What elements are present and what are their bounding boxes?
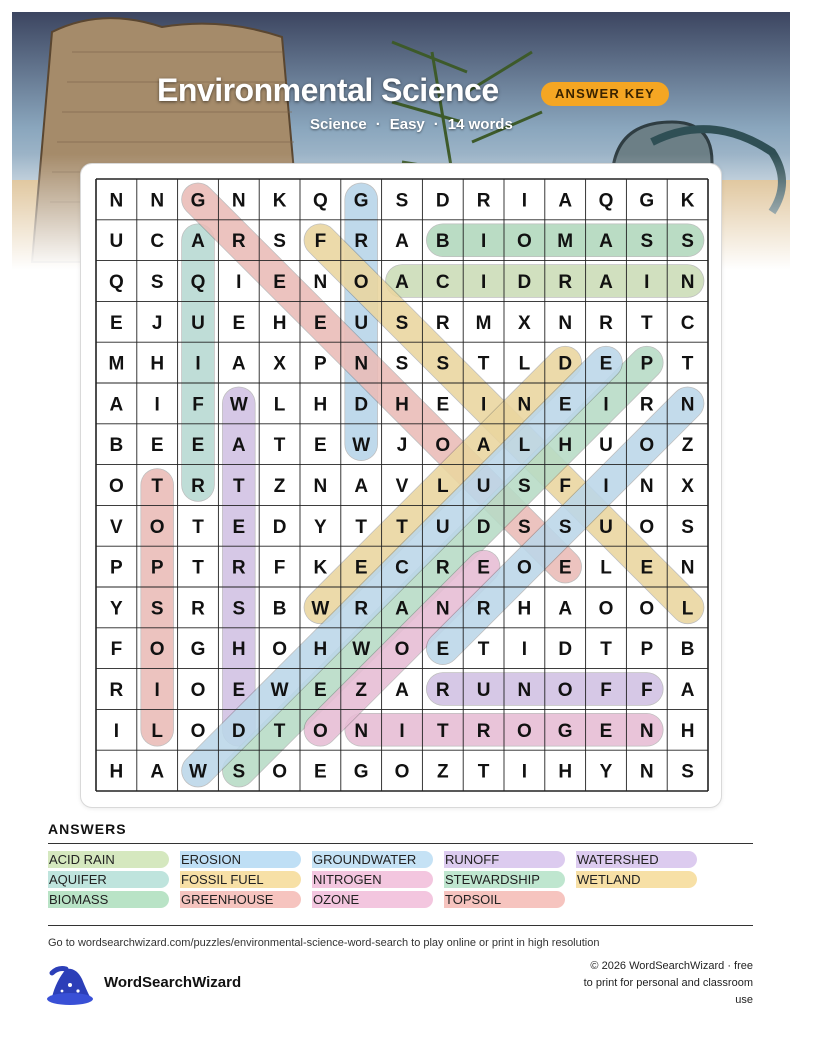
- grid-letter[interactable]: R: [191, 598, 205, 620]
- grid-letter[interactable]: A: [395, 231, 409, 253]
- grid-letter[interactable]: S: [395, 190, 409, 212]
- grid-letter[interactable]: W: [189, 761, 207, 783]
- grid-letter[interactable]: Y: [599, 761, 613, 783]
- grid-letter[interactable]: E: [314, 312, 327, 334]
- grid-letter[interactable]: G: [190, 639, 206, 661]
- answer-item: FOSSIL FUEL: [180, 871, 301, 888]
- grid-letter[interactable]: G: [353, 761, 369, 783]
- grid-letter[interactable]: O: [557, 680, 573, 701]
- grid-letter[interactable]: I: [480, 231, 487, 253]
- grid-letter[interactable]: W: [270, 680, 289, 701]
- grid-letter[interactable]: H: [313, 394, 328, 416]
- grid-letter[interactable]: E: [273, 272, 286, 293]
- grid-letter[interactable]: N: [313, 272, 328, 293]
- grid-letter[interactable]: A: [150, 761, 165, 783]
- grid-letter[interactable]: R: [435, 680, 450, 701]
- grid-letter[interactable]: L: [436, 476, 449, 497]
- grid-letter[interactable]: A: [680, 680, 695, 701]
- answer-item: OZONE: [312, 891, 433, 908]
- grid-letter[interactable]: O: [517, 557, 532, 579]
- grid-letter[interactable]: E: [232, 312, 246, 334]
- grid-letter[interactable]: S: [640, 231, 654, 253]
- grid-letter[interactable]: W: [352, 435, 371, 457]
- grid-letter[interactable]: I: [236, 272, 242, 293]
- grid-letter[interactable]: U: [476, 476, 491, 497]
- grid-letter[interactable]: T: [232, 476, 245, 497]
- grid-letter[interactable]: I: [521, 639, 528, 661]
- grid-letter[interactable]: A: [476, 435, 491, 457]
- puzzle-card: [80, 163, 722, 808]
- grid-letter[interactable]: N: [680, 272, 695, 293]
- grid-letter[interactable]: S: [150, 272, 164, 293]
- copyright-text: © 2026 WordSearchWizard · free to print for personal and classroom use: [583, 960, 753, 1006]
- grid-letter[interactable]: O: [639, 598, 655, 620]
- grid-letter[interactable]: K: [272, 190, 287, 212]
- grid-letter[interactable]: H: [272, 312, 287, 334]
- grid-letter[interactable]: E: [477, 557, 490, 579]
- answer-item: BIOMASS: [48, 891, 169, 908]
- grid-letter[interactable]: P: [640, 353, 654, 375]
- grid-letter[interactable]: A: [395, 598, 409, 620]
- grid-letter[interactable]: I: [603, 476, 609, 497]
- footer-url[interactable]: Go to wordsearchwizard.com/puzzles/environmental-science-word-search to play online or print in high resolution: [48, 937, 600, 949]
- grid-letter[interactable]: U: [599, 435, 613, 457]
- grid-letter[interactable]: I: [480, 272, 487, 293]
- grid-letter[interactable]: N: [435, 598, 450, 620]
- grid-letter[interactable]: J: [396, 435, 408, 457]
- grid-letter[interactable]: Y: [110, 598, 123, 620]
- grid-letter[interactable]: B: [109, 435, 124, 457]
- grid-letter[interactable]: S: [273, 231, 286, 253]
- grid-letter[interactable]: T: [681, 353, 694, 375]
- grid-letter[interactable]: F: [110, 639, 123, 661]
- grid-letter[interactable]: C: [150, 231, 165, 253]
- grid-letter[interactable]: O: [639, 516, 655, 538]
- grid-letter[interactable]: A: [191, 231, 205, 253]
- grid-letter[interactable]: O: [109, 476, 124, 497]
- grid-letter[interactable]: A: [558, 190, 573, 212]
- grid-letter[interactable]: M: [557, 231, 574, 253]
- grid-letter[interactable]: A: [231, 353, 246, 375]
- grid-letter[interactable]: F: [600, 680, 612, 701]
- grid-letter[interactable]: W: [311, 598, 330, 620]
- grid-letter[interactable]: O: [190, 680, 206, 701]
- grid-letter[interactable]: D: [476, 516, 491, 538]
- grid-letter[interactable]: R: [476, 598, 491, 620]
- grid-letter[interactable]: Z: [436, 761, 449, 783]
- grid-letter[interactable]: E: [436, 394, 450, 416]
- grid-letter[interactable]: D: [558, 639, 573, 661]
- grid-letter[interactable]: E: [640, 557, 654, 579]
- grid-letter[interactable]: N: [354, 353, 369, 375]
- grid-letter[interactable]: R: [435, 557, 450, 579]
- grid-letter[interactable]: N: [639, 476, 654, 497]
- grid-letter[interactable]: L: [600, 557, 612, 579]
- grid-letter[interactable]: D: [272, 516, 287, 538]
- grid-letter[interactable]: S: [518, 516, 531, 538]
- separator-dot: ·: [375, 116, 381, 133]
- grid-letter[interactable]: T: [477, 761, 490, 783]
- grid-letter[interactable]: E: [314, 680, 327, 701]
- grid-letter[interactable]: R: [558, 272, 573, 293]
- grid-letter[interactable]: U: [599, 516, 613, 538]
- grid-letter[interactable]: S: [681, 516, 694, 538]
- brand-name: WordSearchWizard: [104, 974, 242, 991]
- grid-letter[interactable]: E: [558, 394, 572, 416]
- grid-letter[interactable]: K: [680, 190, 695, 212]
- grid-letter[interactable]: S: [558, 516, 572, 538]
- grid-letter[interactable]: E: [110, 312, 123, 334]
- grid-letter[interactable]: E: [354, 557, 368, 579]
- grid-letter[interactable]: G: [190, 190, 206, 212]
- grid-letter[interactable]: R: [476, 190, 491, 212]
- grid-letter[interactable]: S: [395, 353, 409, 375]
- grid-letter[interactable]: N: [313, 476, 328, 497]
- grid-letter[interactable]: O: [639, 435, 655, 457]
- wizard-hat-logo: [46, 963, 94, 1012]
- grid-letter[interactable]: G: [639, 190, 655, 212]
- grid-letter[interactable]: B: [680, 639, 695, 661]
- grid-letter[interactable]: R: [435, 312, 450, 334]
- grid-letter[interactable]: X: [518, 312, 531, 334]
- grid-letter[interactable]: T: [192, 516, 204, 538]
- grid-letter[interactable]: H: [150, 353, 165, 375]
- grid-letter[interactable]: H: [517, 598, 532, 620]
- grid-letter[interactable]: R: [599, 312, 613, 334]
- grid-letter[interactable]: J: [151, 312, 163, 334]
- grid-letter[interactable]: P: [150, 557, 164, 579]
- grid-letter[interactable]: N: [517, 394, 532, 416]
- answer-item: NITROGEN: [312, 871, 433, 888]
- grid-letter[interactable]: O: [394, 639, 410, 661]
- grid-letter[interactable]: R: [639, 394, 654, 416]
- grid-letter[interactable]: F: [192, 394, 204, 416]
- answer-item: GREENHOUSE: [180, 891, 301, 908]
- grid-letter[interactable]: R: [231, 557, 246, 579]
- grid-letter[interactable]: C: [395, 557, 409, 579]
- answer-item: RUNOFF: [444, 851, 565, 868]
- grid-letter[interactable]: K: [313, 557, 328, 579]
- grid-letter[interactable]: W: [352, 639, 371, 661]
- answer-key-badge: ANSWER KEY: [541, 82, 669, 106]
- grid-letter[interactable]: R: [191, 476, 205, 497]
- grid-letter[interactable]: T: [273, 435, 286, 457]
- grid-letter[interactable]: R: [231, 231, 246, 253]
- grid-letter[interactable]: P: [640, 639, 654, 661]
- grid-letter[interactable]: H: [313, 639, 328, 661]
- separator-dot: ·: [433, 116, 439, 133]
- grid-letter[interactable]: Z: [273, 476, 286, 497]
- answer-item: AQUIFER: [48, 871, 169, 888]
- grid-letter[interactable]: D: [231, 720, 246, 742]
- answer-item: GROUNDWATER: [312, 851, 433, 868]
- grid-letter[interactable]: E: [191, 435, 205, 457]
- grid-letter[interactable]: F: [559, 476, 572, 497]
- answer-item: EROSION: [180, 851, 301, 868]
- divider: [48, 843, 753, 844]
- grid-letter[interactable]: B: [435, 231, 450, 253]
- grid-letter[interactable]: H: [395, 394, 409, 416]
- grid-letter[interactable]: N: [150, 190, 165, 212]
- grid-letter[interactable]: Z: [681, 435, 694, 457]
- grid-letter[interactable]: H: [558, 435, 573, 457]
- grid-letter[interactable]: P: [314, 353, 327, 375]
- grid-letter[interactable]: C: [435, 272, 450, 293]
- grid-letter[interactable]: O: [272, 761, 287, 783]
- grid-letter[interactable]: S: [681, 761, 694, 783]
- grid-letter[interactable]: X: [273, 353, 286, 375]
- grid-letter[interactable]: D: [517, 272, 532, 293]
- grid-letter[interactable]: O: [313, 720, 328, 742]
- grid-letter[interactable]: T: [477, 639, 490, 661]
- grid-letter[interactable]: T: [396, 516, 408, 538]
- grid-letter[interactable]: E: [232, 680, 246, 701]
- grid-letter[interactable]: O: [394, 761, 410, 783]
- grid-letter[interactable]: N: [354, 720, 369, 742]
- grid-letter[interactable]: Q: [190, 272, 206, 293]
- grid-letter[interactable]: O: [149, 639, 165, 661]
- grid-letter[interactable]: Z: [355, 680, 368, 701]
- grid-letter[interactable]: O: [435, 435, 451, 457]
- grid-letter[interactable]: U: [435, 516, 450, 538]
- grid-letter[interactable]: S: [681, 231, 694, 253]
- grid-letter[interactable]: E: [436, 639, 450, 661]
- grid-letter[interactable]: N: [558, 312, 573, 334]
- grid-letter[interactable]: O: [190, 720, 206, 742]
- grid-letter[interactable]: S: [436, 353, 450, 375]
- grid-letter[interactable]: S: [150, 598, 164, 620]
- grid-letter[interactable]: H: [558, 761, 573, 783]
- grid-letter[interactable]: O: [149, 516, 165, 538]
- grid-letter[interactable]: N: [639, 761, 654, 783]
- grid-letter[interactable]: F: [640, 680, 653, 701]
- grid-letter[interactable]: V: [110, 516, 123, 538]
- grid-letter[interactable]: Y: [314, 516, 327, 538]
- grid-letter[interactable]: T: [151, 476, 164, 497]
- grid-letter[interactable]: I: [154, 394, 160, 416]
- grid-letters: [108, 190, 694, 782]
- grid-letter[interactable]: S: [232, 598, 246, 620]
- grid-letter[interactable]: E: [599, 353, 613, 375]
- grid-letter[interactable]: N: [109, 190, 124, 212]
- grid-letter[interactable]: T: [477, 353, 490, 375]
- grid-letter[interactable]: D: [354, 394, 369, 416]
- answer-item: TOPSOIL: [444, 891, 565, 908]
- grid-letter[interactable]: S: [232, 761, 246, 783]
- grid-letter[interactable]: G: [557, 720, 573, 742]
- grid-letter[interactable]: E: [314, 761, 327, 783]
- grid-letter[interactable]: N: [680, 394, 695, 416]
- grid-letter[interactable]: I: [154, 680, 160, 701]
- grid-letter[interactable]: S: [518, 476, 531, 497]
- grid-letter[interactable]: R: [109, 680, 124, 701]
- answer-item: ACID RAIN: [48, 851, 169, 868]
- grid-letter[interactable]: F: [314, 231, 327, 253]
- grid-letter[interactable]: H: [680, 720, 695, 742]
- difficulty-label: Easy: [389, 116, 425, 133]
- grid-letter[interactable]: O: [517, 231, 532, 253]
- answer-item: WATERSHED: [576, 851, 697, 868]
- grid-letter[interactable]: O: [272, 639, 287, 661]
- grid-letter[interactable]: A: [231, 435, 246, 457]
- grid-letter[interactable]: L: [273, 394, 286, 416]
- grid-letter[interactable]: Q: [598, 190, 614, 212]
- grid-letter[interactable]: O: [598, 598, 614, 620]
- grid-letter[interactable]: L: [518, 353, 531, 375]
- grid-letter[interactable]: R: [354, 231, 369, 253]
- category-label: Science: [310, 116, 367, 133]
- grid-letter[interactable]: I: [603, 394, 609, 416]
- grid-letter[interactable]: P: [110, 557, 123, 579]
- answers-heading: ANSWERS: [48, 821, 127, 837]
- word-count-label: 14 words: [447, 116, 513, 133]
- grid-letter[interactable]: I: [399, 720, 405, 742]
- grid-letter[interactable]: N: [517, 680, 532, 701]
- grid-letter[interactable]: U: [109, 231, 124, 253]
- grid-letter[interactable]: R: [476, 720, 491, 742]
- grid-letter[interactable]: Q: [109, 272, 124, 293]
- puzzle-meta: [310, 116, 513, 133]
- grid-letter[interactable]: T: [355, 516, 368, 538]
- grid-letter[interactable]: I: [644, 272, 650, 293]
- grid-letter[interactable]: M: [108, 353, 125, 375]
- grid-letter[interactable]: T: [600, 639, 612, 661]
- grid-letter[interactable]: D: [558, 353, 573, 375]
- grid-letter[interactable]: A: [109, 394, 124, 416]
- grid-letter[interactable]: L: [151, 720, 164, 742]
- grid-letter[interactable]: U: [191, 312, 205, 334]
- grid-letter[interactable]: H: [109, 761, 124, 783]
- grid-letter[interactable]: A: [599, 272, 613, 293]
- grid-letter[interactable]: E: [314, 435, 327, 457]
- grid-letter[interactable]: I: [113, 720, 120, 742]
- grid-letter[interactable]: T: [273, 720, 286, 742]
- grid-letter[interactable]: W: [229, 394, 248, 416]
- grid-letter[interactable]: U: [476, 680, 491, 701]
- grid-letter[interactable]: X: [681, 476, 694, 497]
- grid-letter[interactable]: R: [354, 598, 369, 620]
- grid-letter[interactable]: T: [192, 557, 204, 579]
- grid-letter[interactable]: T: [436, 720, 449, 742]
- grid-letter[interactable]: E: [599, 720, 613, 742]
- word-search-grid: [81, 164, 721, 807]
- grid-letter[interactable]: A: [558, 598, 573, 620]
- answer-item: STEWARDSHIP: [444, 871, 565, 888]
- grid-letter[interactable]: G: [353, 190, 369, 212]
- divider: [48, 925, 753, 926]
- grid-letter[interactable]: A: [599, 231, 613, 253]
- grid-letter[interactable]: S: [395, 312, 409, 334]
- grid-letter[interactable]: I: [521, 761, 528, 783]
- grid-letter[interactable]: A: [395, 272, 409, 293]
- grid-letter[interactable]: T: [640, 312, 653, 334]
- grid-letter[interactable]: N: [231, 190, 246, 212]
- grid-letter[interactable]: L: [518, 435, 531, 457]
- grid-letter[interactable]: I: [521, 190, 528, 212]
- grid-letter[interactable]: C: [680, 312, 695, 334]
- grid-letter[interactable]: I: [195, 353, 201, 375]
- grid-letter[interactable]: V: [395, 476, 409, 497]
- grid-letter[interactable]: Q: [313, 190, 328, 212]
- grid-letter[interactable]: O: [517, 720, 532, 742]
- grid-letter[interactable]: U: [354, 312, 369, 334]
- grid-letter[interactable]: D: [435, 190, 450, 212]
- grid-letter[interactable]: I: [480, 394, 487, 416]
- grid-letter[interactable]: M: [475, 312, 492, 334]
- grid-letter[interactable]: N: [639, 720, 654, 742]
- grid-letter[interactable]: B: [272, 598, 287, 620]
- answer-item: WETLAND: [576, 871, 697, 888]
- grid-letter[interactable]: E: [232, 516, 246, 538]
- grid-letter[interactable]: E: [150, 435, 164, 457]
- grid-letter[interactable]: A: [395, 680, 409, 701]
- grid-letter[interactable]: L: [681, 598, 694, 620]
- grid-letter[interactable]: H: [231, 639, 246, 661]
- grid-letter[interactable]: E: [558, 557, 572, 579]
- grid-letter[interactable]: F: [273, 557, 286, 579]
- page-title: Environmental Science: [157, 72, 499, 108]
- grid-letter[interactable]: N: [680, 557, 695, 579]
- grid-letter[interactable]: A: [354, 476, 369, 497]
- grid-letter[interactable]: O: [353, 272, 369, 293]
